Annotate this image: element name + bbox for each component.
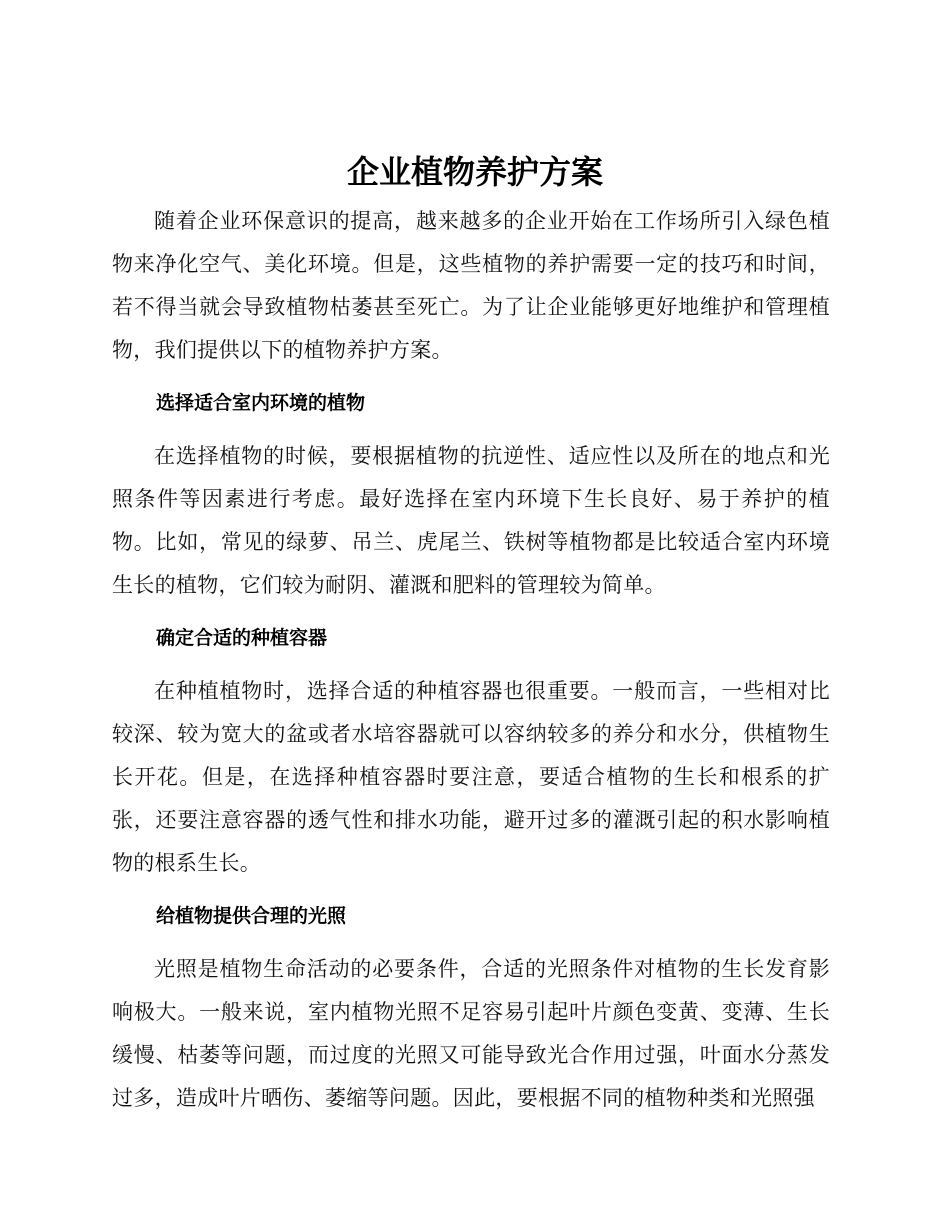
spacer (112, 425, 830, 435)
spacer (112, 607, 830, 617)
intro-paragraph: 随着企业环保意识的提高，越来越多的企业开始在工作场所引入绿色植物来净化空气、美化环境。但是，这些植物的养护需要一定的技巧和时间，若不得当就会导致植物枯萎甚至死亡。为了让企业能够更好地维护和管理植物，我们提供以下的植物养护方案。 (112, 209, 830, 362)
section-heading: 给植物提供合理的光照 (156, 905, 347, 927)
section-heading: 选择适合室内环境的植物 (156, 392, 366, 414)
section-heading: 确定合适的种植容器 (156, 627, 328, 649)
section-paragraph: 光照是植物生命活动的必要条件，合适的光照条件对植物的生长发育影响极大。一般来说，室内植物光照不足容易引起叶片颜色变黄、变薄、生长缓慢、枯萎等问题，而过度的光照又可能导致光合作用过强，叶面水分蒸发过多，造成叶片晒伤、萎缩等问题。因此，要根据不同的植物种类和光照强 (112, 957, 830, 1110)
spacer (112, 372, 830, 382)
spacer (112, 938, 830, 948)
document-body (112, 200, 830, 1120)
spacer (112, 885, 830, 895)
section-paragraph: 在种植植物时，选择合适的种植容器也很重要。一般而言，一些相对比较深、较为宽大的盆或者水培容器就可以容纳较多的养分和水分，供植物生长开花。但是，在选择种植容器时要注意，要适合植物的生长和根系的扩张，还要注意容器的透气性和排水功能，避开过多的灌溉引起的积水影响植物的根系生长。 (112, 679, 830, 875)
document-title: 企业植物养护方案 (346, 153, 603, 191)
spacer (112, 660, 830, 670)
section-paragraph: 在选择植物的时候，要根据植物的抗逆性、适应性以及所在的地点和光照条件等因素进行考虑。最好选择在室内环境下生长良好、易于养护的植物。比如，常见的绿萝、吊兰、虎尾兰、铁树等植物都是比较适合室内环境生长的植物，它们较为耐阴、灌溉和肥料的管理较为简单。 (112, 444, 830, 597)
